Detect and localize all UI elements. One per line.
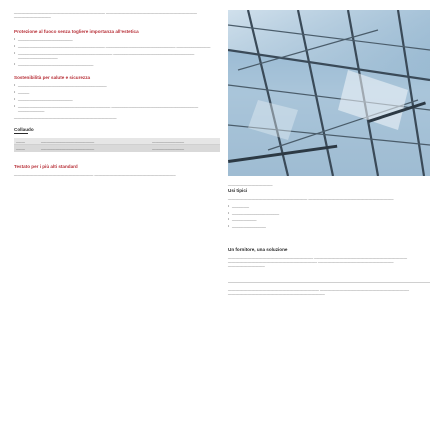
fire-protection-section [14,29,224,67]
sustainability-list [14,83,224,112]
glass-facade-illustration [228,10,430,176]
typical-uses-list [228,204,430,229]
collaudo-heading: Collaudo [14,127,34,133]
intro-paragraph: _______________________________________________ _______________________________________________ ___________________ [14,10,197,19]
testing-text: _________________________________________ __________________________________________ [14,172,176,177]
photo-caption: _______________________ [228,182,273,186]
testing-heading: Testato per i più alti standard [14,163,78,169]
sustainability-section [14,75,224,120]
right-column [228,10,430,296]
list-item: • _____________________________ [14,97,224,101]
list-item: • __________________________________________________ ___________________________________________ _____________________ [14,51,224,60]
typical-uses-text: _________________________________________ ____________________________________________ [228,196,394,201]
table-row [14,138,220,145]
list-item: • _____________________________ [14,37,224,41]
collaudo-underline [14,133,28,134]
list-item: • ______ [14,90,224,94]
list-item: • _______________________________________________ [14,83,224,87]
testing-section [14,164,182,177]
list-item: • ________________________________________ [14,62,224,66]
table-cell: __________________ [150,138,220,145]
supplier-section [228,247,430,268]
sustainability-heading: Sostenibilità per salute e sicurezza [14,74,91,80]
list-item: • _________ [228,204,430,208]
supplier-heading: Un fornitore, una soluzione [228,246,288,252]
table-cell: _____ [14,138,39,145]
list-item: • ______________________________________________ _____________________________________ __________________ [14,44,224,48]
left-column [14,10,224,177]
fire-protection-heading: Protezione al fuoco senza togliere importanza all'estetica [14,28,139,34]
building-photo [228,10,430,176]
footer-text: _______________________________________________ ______________________________________________ __________________________________________________ [228,282,430,296]
typical-uses-section [228,188,430,228]
list-item: • _____________ [228,217,430,221]
collaudo-section [14,127,224,151]
supplier-text: ____________________________________________ ________________________________________________ ______________________________________________ _______________________________________ ___________________ [228,254,408,268]
table-row [14,145,220,152]
table-cell: _____ [14,145,39,152]
list-item: • _________________________ [228,211,430,215]
typical-uses-heading: Usi tipici [228,188,248,194]
list-item: • _________________________________________________ ______________________________________________ ______________ [14,104,224,113]
collaudo-table [14,138,220,151]
fire-protection-list [14,37,224,66]
table-cell: ______________________________ [39,145,150,152]
table-cell: __________________ [150,145,220,152]
list-item: • __________________ [228,224,430,228]
table-cell: ______________________________ [39,138,150,145]
sustainability-footnote: _____________________________________________________ [14,114,117,119]
